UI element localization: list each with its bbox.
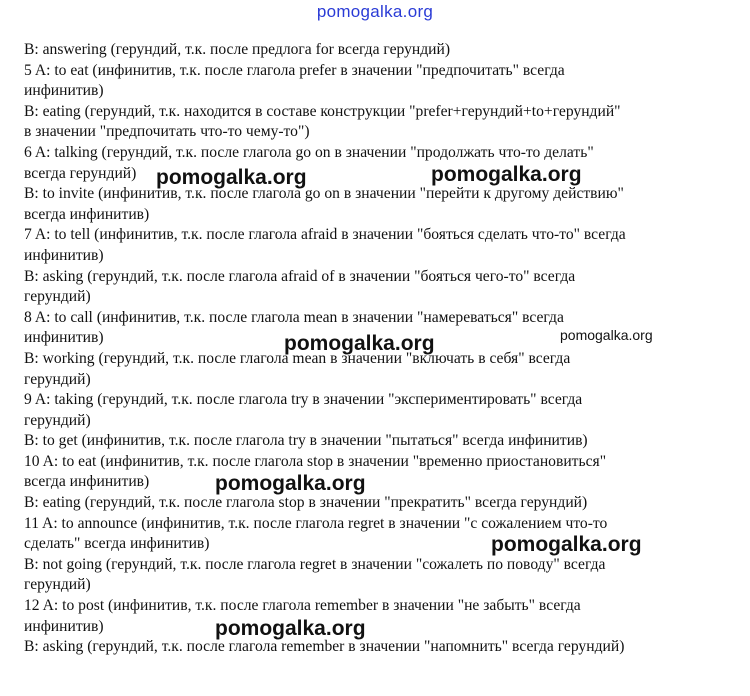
text-line: инфинитив)	[24, 329, 104, 347]
text-line: герундий)	[24, 411, 91, 429]
text-line: B: asking (герундий, т.к. после глагола afraid of в значении "бояться чего-то" всегда	[24, 267, 576, 285]
text-line: сделать" всегда инфинитив)	[24, 535, 210, 553]
text-line: B: to get (инфинитив, т.к. после глагола try в значении "пытаться" всегда инфинитив)	[24, 432, 588, 450]
watermark: pomogalka.org	[284, 332, 435, 355]
text-line: 10 A: to eat (инфинитив, т.к. после глагола stop в значении "временно приостановиться"	[24, 452, 607, 470]
text-line: B: working (герундий, т.к. после глагола mean в значении "включать в себя" всегда	[24, 349, 571, 367]
text-line: герундий)	[24, 370, 91, 388]
watermark: pomogalka.org	[215, 472, 366, 495]
watermark: pomogalka.org	[491, 533, 642, 556]
text-line: инфинитив)	[24, 617, 104, 635]
text-line: в значении "предпочитать что-то чему-то")	[24, 123, 310, 141]
text-line: герундий)	[24, 288, 91, 306]
text-line: B: answering (герундий, т.к. после предлога for всегда герундий)	[24, 41, 451, 58]
text-line: 11 A: to announce (инфинитив, т.к. после глагола regret в значении "с сожалением что-то	[24, 514, 608, 532]
watermark: pomogalka.org	[215, 617, 366, 640]
text-line: B: eating (герундий, т.к. после глагола stop в значении "прекратить" всегда герундий)	[24, 494, 588, 512]
watermark: pomogalka.org	[560, 327, 653, 343]
text-line: 8 A: to call (инфинитив, т.к. после глагола mean в значении "намереваться" всегда	[24, 308, 564, 326]
site-header-watermark: pomogalka.org	[316, 2, 434, 21]
text-line: 6 A: talking (герундий, т.к. после глагола go on в значении "продолжать что-то делать"	[24, 143, 594, 161]
text-line: 7 A: to tell (инфинитив, т.к. после глагола afraid в значении "бояться сделать что-то" всегда	[24, 226, 626, 244]
text-line: B: to invite (инфинитив, т.к. после глагола go on в значении "перейти к другому действию"	[24, 185, 624, 203]
text-line: всегда инфинитив)	[24, 205, 150, 223]
text-line: B: eating (герундий, т.к. находится в составе конструкции "prefer+герундий+to+герундий"	[24, 102, 621, 120]
text-line: инфинитив)	[24, 246, 104, 264]
watermark: pomogalka.org	[431, 163, 582, 186]
text-line: инфинитив)	[24, 82, 104, 100]
text-line: 9 A: taking (герундий, т.к. после глагола try в значении "экспериментировать" всегда	[24, 391, 583, 409]
text-line: всегда герундий)	[24, 164, 137, 182]
text-line: 12 A: to post (инфинитив, т.к. после глагола remember в значении "не забыть" всегда	[24, 597, 581, 615]
text-line: герундий)	[24, 576, 91, 594]
text-line: B: not going (герундий, т.к. после глагола regret в значении "сожалеть по поводу" всегда	[24, 555, 606, 573]
watermark: pomogalka.org	[156, 166, 307, 189]
text-line: 5 A: to eat (инфинитив, т.к. после глагола prefer в значении "предпочитать" всегда	[24, 61, 565, 79]
text-line: всегда инфинитив)	[24, 473, 150, 491]
text-line: B: asking (герундий, т.к. после глагола remember в значении "напомнить" всегда герундий)	[24, 638, 625, 656]
